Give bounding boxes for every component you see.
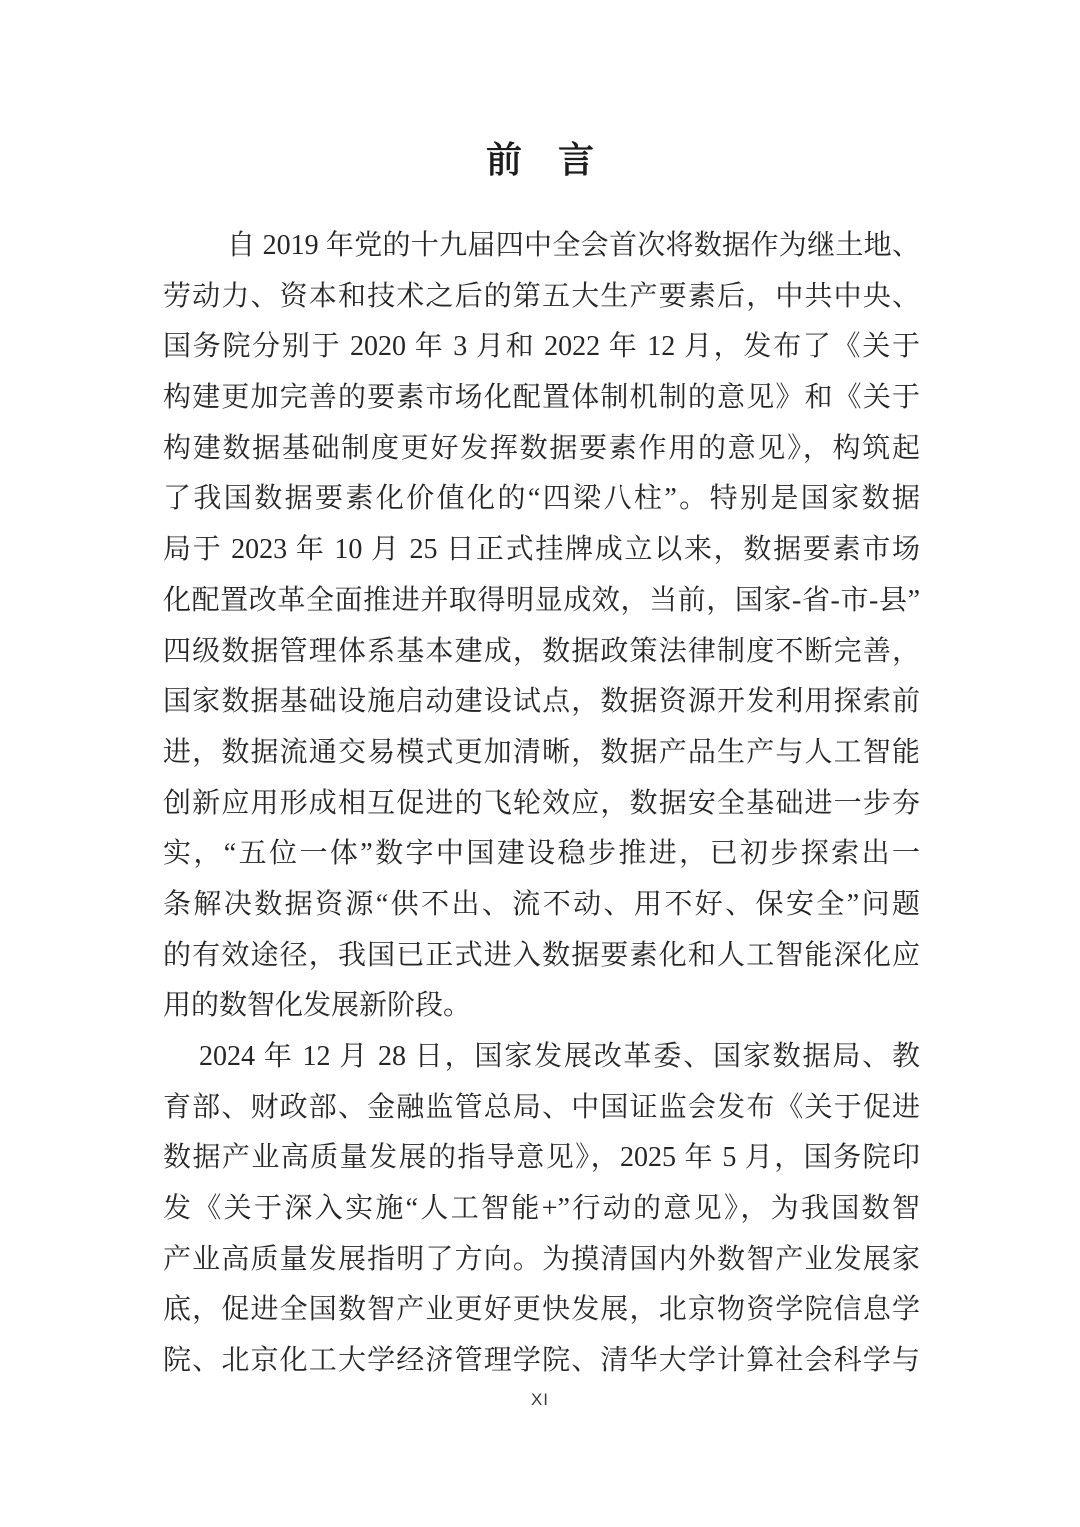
paragraph — [163, 1032, 920, 1387]
text-line: 进，数据流通交易模式更加清晰，数据产品生产与人工智能 — [163, 736, 920, 768]
text-line: 实，“五位一体”数字中国建设稳步推进，已初步探索出一 — [163, 838, 920, 870]
text-line: 构建数据基础制度更好发挥数据要素作用的意见》，构筑起 — [163, 432, 920, 464]
text-line: 国家数据基础设施启动建设试点，数据资源开发利用探索前 — [163, 686, 920, 718]
text-line: 劳动力、资本和技术之后的第五大生产要素后，中共中央、 — [163, 280, 920, 312]
text-line: 化配置改革全面推进并取得明显成效，当前，国家-省-市-县” — [163, 584, 920, 616]
text-line: 底，促进全国数智产业更好更快发展，北京物资学院信息学 — [163, 1294, 920, 1326]
page-body — [163, 221, 920, 1387]
text-line: 四级数据管理体系基本建成，数据政策法律制度不断完善， — [163, 635, 920, 667]
text-line: 数据产业高质量发展的指导意见》，2025 年 5 月，国务院印 — [163, 1142, 920, 1174]
text-line: 了我国数据要素化价值化的“四梁八柱”。特别是国家数据 — [163, 483, 920, 515]
text-line: 自 2019 年党的十九届四中全会首次将数据作为继土地、 — [227, 230, 920, 261]
text-line: 条解决数据资源“供不出、流不动、用不好、保安全”问题 — [163, 888, 920, 920]
text-line: 发《关于深入实施“人工智能+”行动的意见》，为我国数智 — [163, 1193, 920, 1225]
text-line: 2024 年 12 月 28 日，国家发展改革委、国家数据局、教 — [199, 1041, 920, 1072]
text-line: 创新应用形成相互促进的飞轮效应，数据安全基础进一步夯 — [163, 787, 920, 819]
page-title: 前 言 — [485, 139, 594, 180]
text-line: 育部、财政部、金融监管总局、中国证监会发布《关于促进 — [163, 1091, 920, 1123]
page-number: XI — [530, 1390, 550, 1409]
text-line: 产业高质量发展指明了方向。为摸清国内外数智产业发展家 — [163, 1243, 920, 1275]
text-line: 的有效途径，我国已正式进入数据要素化和人工智能深化应 — [163, 939, 920, 971]
text-line: 局于 2023 年 10 月 25 日正式挂牌成立以来，数据要素市场 — [163, 534, 920, 566]
text-line: 院、北京化工大学经济管理学院、清华大学计算社会科学与 — [163, 1345, 920, 1377]
paragraph — [163, 221, 920, 1032]
text-line: 构建更加完善的要素市场化配置体制机制的意见》和《关于 — [163, 382, 920, 414]
text-line: 用的数智化发展新阶段。 — [163, 990, 472, 1022]
text-line: 国务院分别于 2020 年 3 月和 2022 年 12 月，发布了《关于 — [163, 331, 920, 363]
